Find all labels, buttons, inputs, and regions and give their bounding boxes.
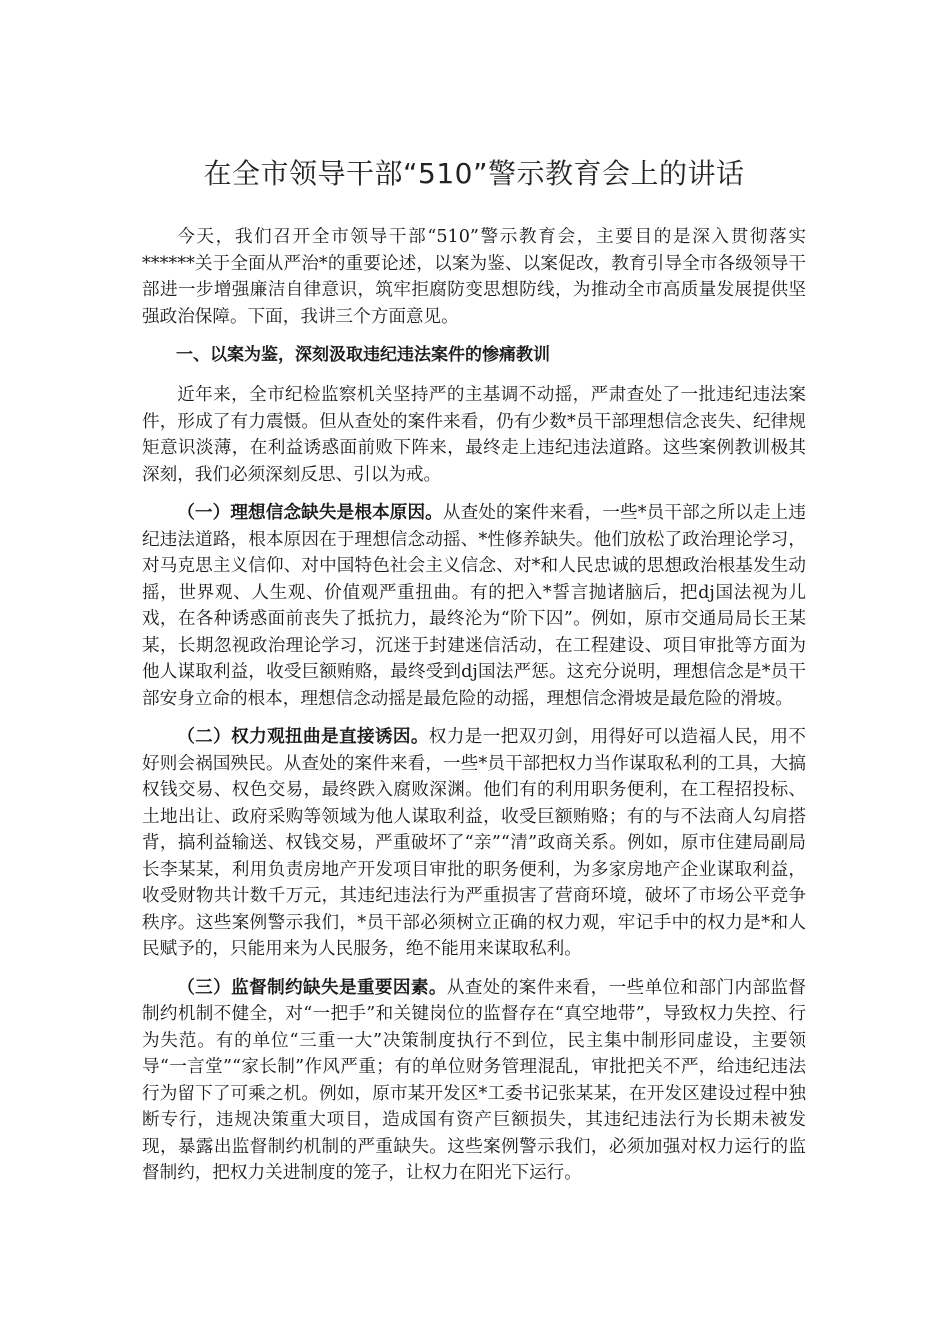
point-body: 从查处的案件来看，一些*员干部之所以走上违纪违法道路，根本原因在于理想信念动摇、*性修养缺失。他们放松了政治理论学习，对马克思主义信仰、对中国特色社会主义信念、对*和人民忠诚的思想政治根基发生动摇，世界观、人生观、价值观严重扭曲。有的把入*誓言抛诸脑后，把dj国法视为儿戏，在各种诱惑面前丧失了抵抗力，最终沦为“阶下囚”。例如，原市交通局局长王某某，长期忽视政治理论学习，沉迷于封建迷信活动，在工程建设、项目审批等方面为他人谋取利益，收受巨额贿赂，最终受到dj国法严惩。这充分说明，理想信念是*员干部安身立命的根本，理想信念动摇是最危险的动摇，理想信念滑坡是最危险的滑坡。 (142, 503, 806, 709)
section-overview-paragraph: 近年来，全市纪检监察机关坚持严的主基调不动摇，严肃查处了一批违纪违法案件，形成了有力震慑。但从查处的案件来看，仍有少数*员干部理想信念丧失、纪律规矩意识淡薄，在利益诱惑面前败下阵来，最终走上违纪违法道路。这些案例教训极其深刻，我们必须深刻反思、引以为戒。 (142, 385, 806, 485)
point-body: 权力是一把双刃剑，用得好可以造福人民，用不好则会祸国殃民。从查处的案件来看，一些*员干部把权力当作谋取私利的工具，大搞权钱交易、权色交易，最终跌入腐败深渊。他们有的利用职务便利，在工程招投标、土地出让、政府采购等领域为他人谋取利益，收受巨额贿赂；有的与不法商人勾肩搭背，搞利益输送、权钱交易，严重破坏了“亲”“清”政商关系。例如，原市住建局副局长李某某，利用负责房地产开发项目审批的职务便利，为多家房地产企业谋取利益，收受财物共计数千万元，其违纪违法行为严重损害了营商环境，破坏了市场公平竞争秩序。这些案例警示我们，*员干部必须树立正确的权力观，牢记手中的权力是*和人民赋予的，只能用来为人民服务，绝不能用来谋取私利。 (142, 727, 806, 959)
intro-paragraph: 今天，我们召开全市领导干部“510”警示教育会，主要目的是深入贯彻落实******关于全面从严治*的重要论述，以案为鉴、以案促改，教育引导全市各级领导干部进一步增强廉洁自律意识，筑牢拒腐防变思想防线，为推动全市高质量发展提供坚强政治保障。下面，我讲三个方面意见。 (142, 227, 806, 327)
document-page (142, 150, 806, 1199)
point-lead: （三）监督制约缺失是重要因素。 (177, 976, 447, 998)
point-lead: （一）理想信念缺失是根本原因。 (177, 502, 443, 523)
document-title: 在全市领导干部“510”警示教育会上的讲话 (203, 157, 745, 190)
point-paragraph (142, 975, 806, 1187)
section-heading: 一、以案为鉴，深刻汲取违纪违法案件的惨痛教训 (176, 345, 550, 365)
point-paragraph (142, 724, 806, 963)
point-paragraph (142, 500, 806, 712)
point-lead: （二）权力观扭曲是直接诱因。 (177, 726, 429, 747)
point-body: 从查处的案件来看，一些单位和部门内部监督制约机制不健全，对“一把手”和关键岗位的监督存在“真空地带”，导致权力失控、行为失范。有的单位“三重一大”决策制度执行不到位，民主集中制形同虚设，主要领导“一言堂”“家长制”作风严重；有的单位财务管理混乱，审批把关不严，给违纪违法行为留下了可乘之机。例如，原市某开发区*工委书记张某某，在开发区建设过程中独断专行，违规决策重大项目，造成国有资产巨额损失，其违纪违法行为长期未被发现，暴露出监督制约机制的严重缺失。这些案例警示我们，必须加强对权力运行的监督制约，把权力关进制度的笼子，让权力在阳光下运行。 (142, 977, 806, 1183)
